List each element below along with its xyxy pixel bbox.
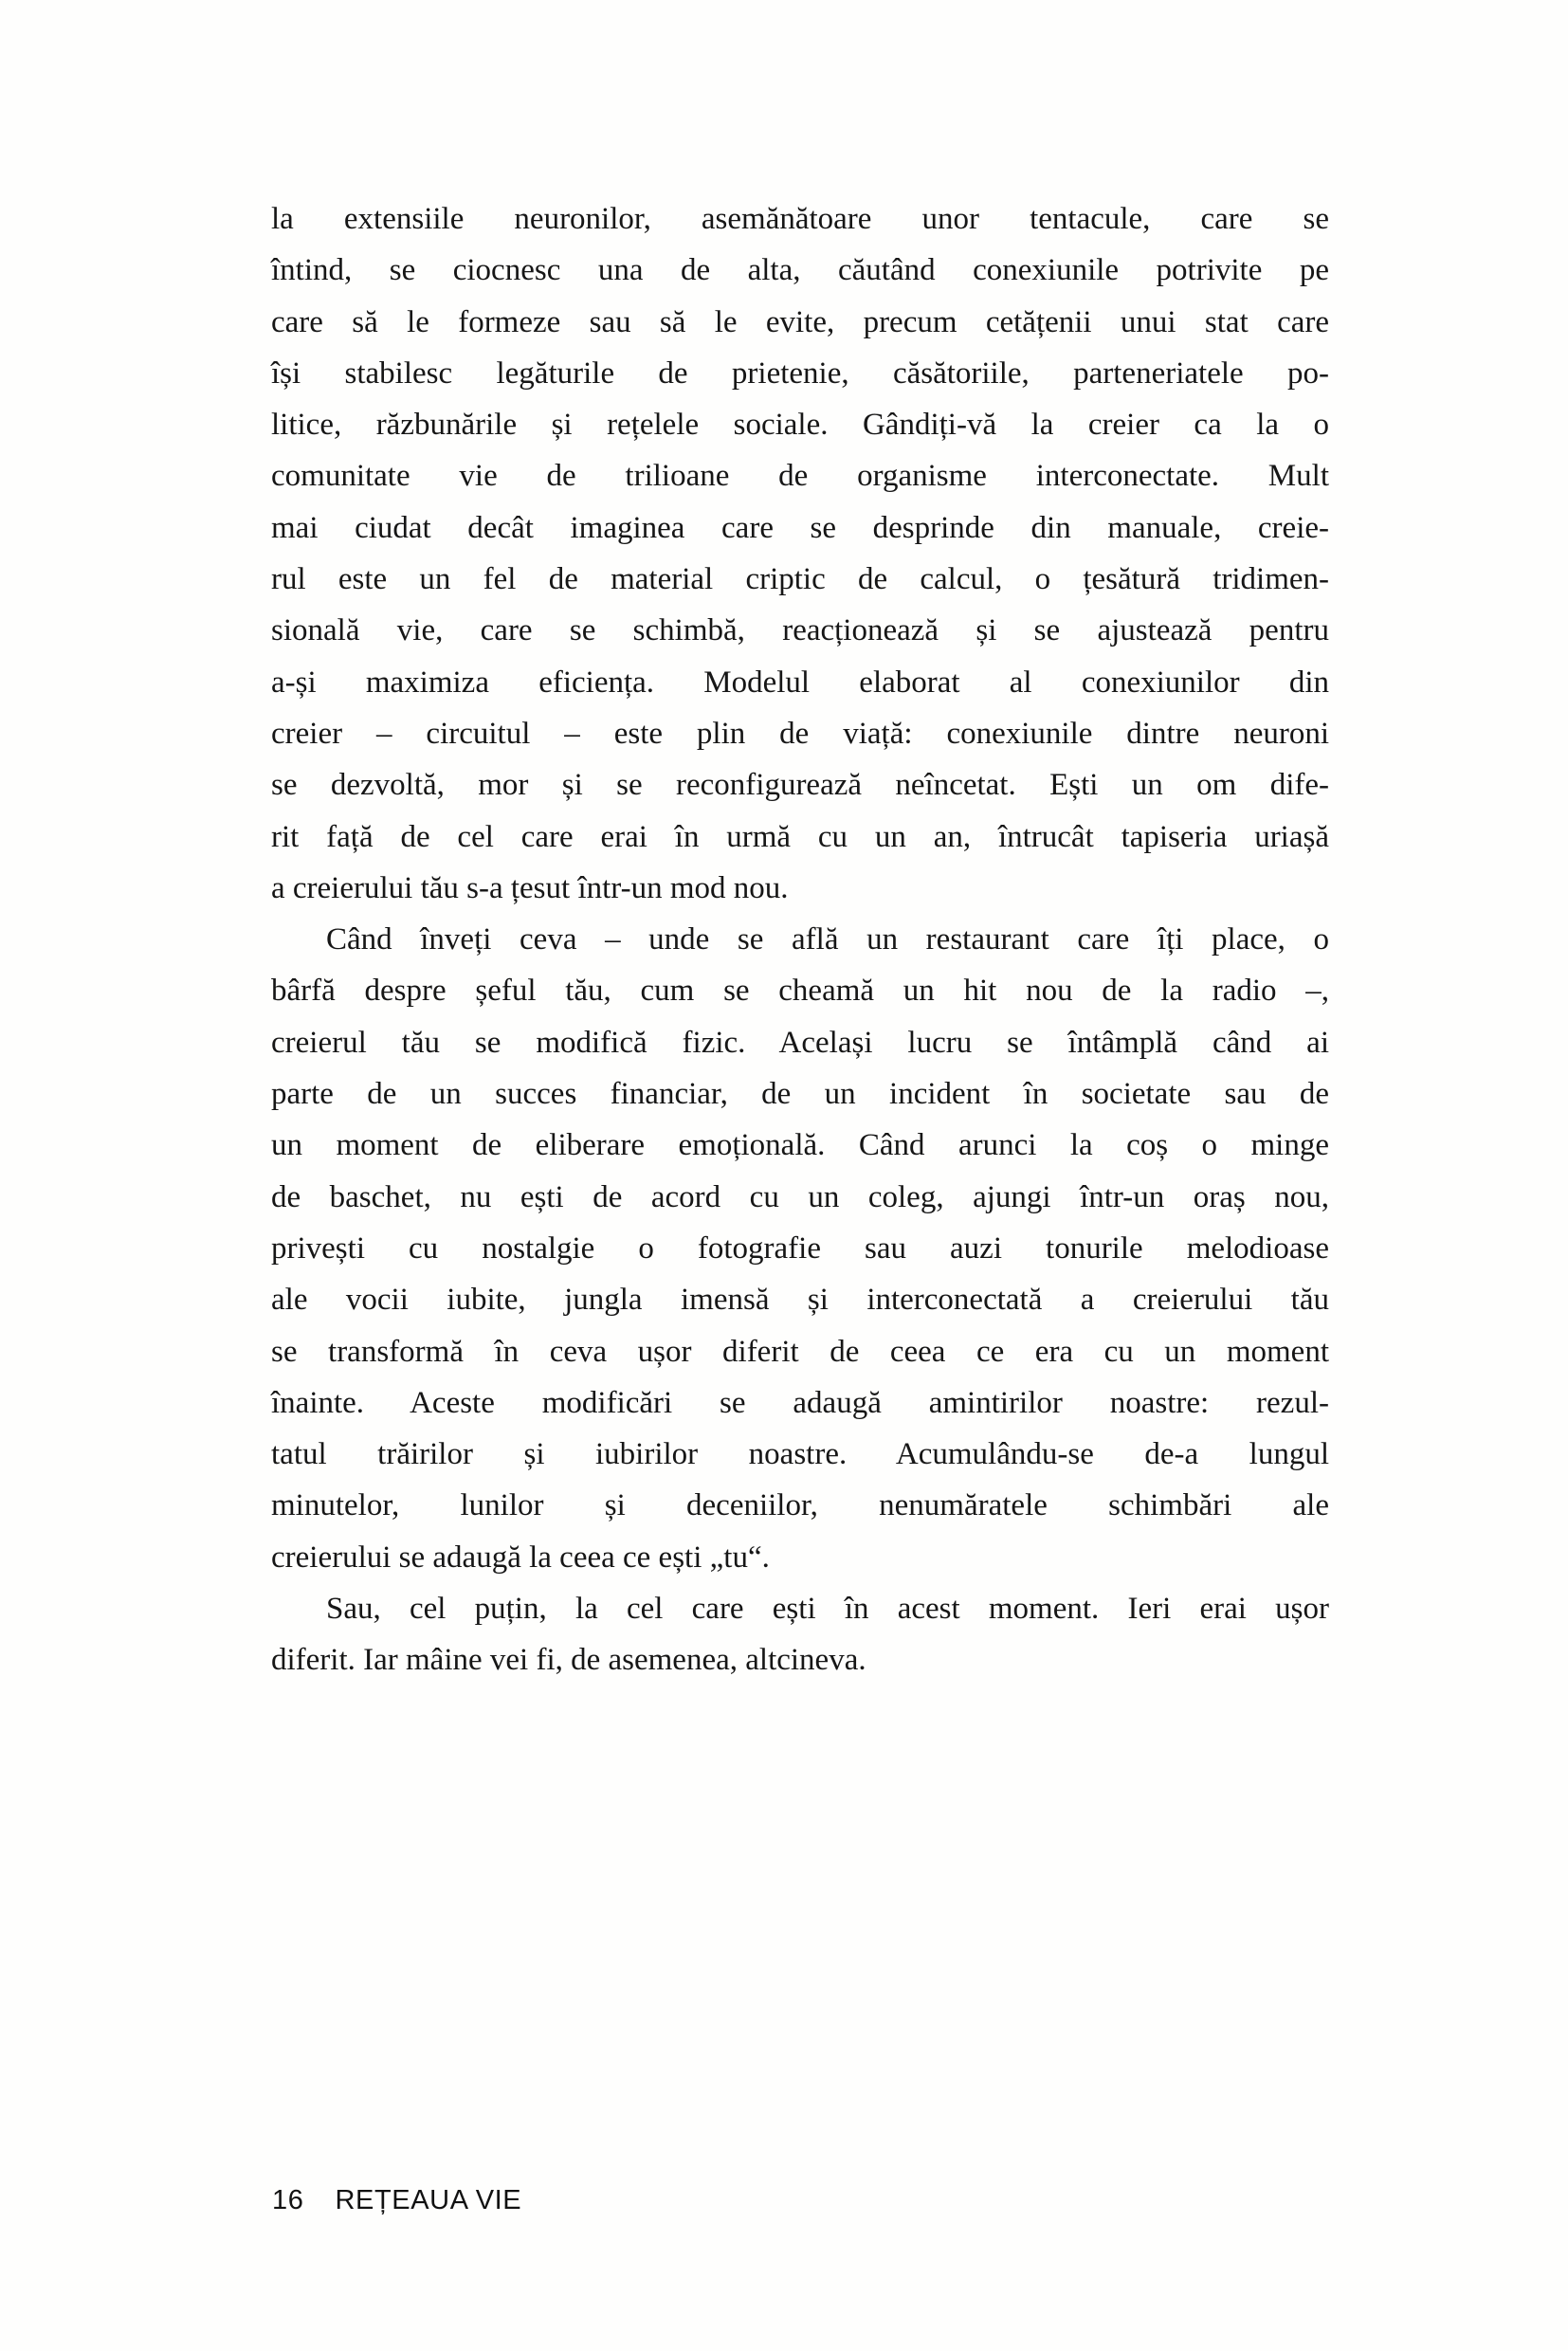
running-title: REȚEAUA VIE <box>335 2185 522 2215</box>
text-line: comunitate vie de trilioane de organisme interconectate. Mult <box>271 459 1329 494</box>
text-line: înainte. Aceste modificări se adaugă amintirilor noastre: rezul- <box>271 1385 1329 1420</box>
text-line: de baschet, nu ești de acord cu un coleg, ajungi într-un oraș nou, <box>271 1179 1329 1214</box>
text-line: Sau, cel puțin, la cel care ești în acest moment. Ieri erai ușor <box>326 1592 1329 1627</box>
text-line: se dezvoltă, mor și se reconfigurează neîncetat. Ești un om dife- <box>271 768 1329 803</box>
text-line: bârfă despre șeful tău, cum se cheamă un hit nou de la radio –, <box>271 974 1329 1009</box>
text-line: se transformă în ceva ușor diferit de ceea ce era cu un moment <box>271 1334 1329 1369</box>
text-line: care să le formeze sau să le evite, precum cetățenii unui stat care <box>271 304 1329 339</box>
text-line: parte de un succes financiar, de un incident în societate sau de <box>271 1077 1329 1112</box>
text-line: creier – circuitul – este plin de viață: conexiunile dintre neuroni <box>271 716 1329 751</box>
text-line: își stabilesc legăturile de prietenie, căsătoriile, parteneriatele po- <box>271 355 1329 391</box>
text-line: mai ciudat decât imaginea care se desprinde din manuale, creie- <box>271 510 1329 545</box>
text-line: sională vie, care se schimbă, reacționează și se ajustează pentru <box>271 613 1329 648</box>
text-line: creierul tău se modifică fizic. Același lucru se întâmplă când ai <box>271 1025 1329 1060</box>
page-number: 16 <box>272 2185 304 2215</box>
text-line: minutelor, lunilor și deceniilor, nenumăratele schimbări ale <box>271 1488 1329 1523</box>
text-line: la extensiile neuronilor, asemănătoare unor tentacule, care se <box>271 202 1329 236</box>
body-text <box>271 193 1329 1686</box>
text-line: privești cu nostalgie o fotografie sau auzi tonurile melodioase <box>271 1230 1329 1266</box>
text-line: rul este un fel de material criptic de calcul, o țesătură tridimen- <box>271 562 1329 597</box>
text-line: litice, răzbunările și rețelele sociale. Gândiți-vă la creier ca la o <box>271 408 1329 443</box>
text-line: tatul trăirilor și iubirilor noastre. Acumulându-se de-a lungul <box>271 1437 1329 1472</box>
text-line: creierului se adaugă la ceea ce ești „tu“. <box>271 1540 770 1575</box>
text-line: diferit. Iar mâine vei fi, de asemenea, altcineva. <box>271 1643 866 1678</box>
text-line: rit față de cel care erai în urmă cu un an, întrucât tapiseria uriașă <box>271 819 1329 854</box>
text-line: ale vocii iubite, jungla imensă și interconectată a creierului tău <box>271 1283 1329 1318</box>
text-line: Când înveți ceva – unde se află un restaurant care îți place, o <box>326 922 1329 957</box>
text-line: întind, se ciocnesc una de alta, căutând conexiunile potrivite pe <box>271 253 1329 288</box>
text-line: a-și maximiza eficiența. Modelul elaborat al conexiunilor din <box>271 665 1329 700</box>
page-footer <box>272 2184 521 2216</box>
text-line: un moment de eliberare emoțională. Când arunci la coș o minge <box>271 1128 1329 1163</box>
text-line: a creierului tău s-a țesut într-un mod nou. <box>271 870 789 905</box>
